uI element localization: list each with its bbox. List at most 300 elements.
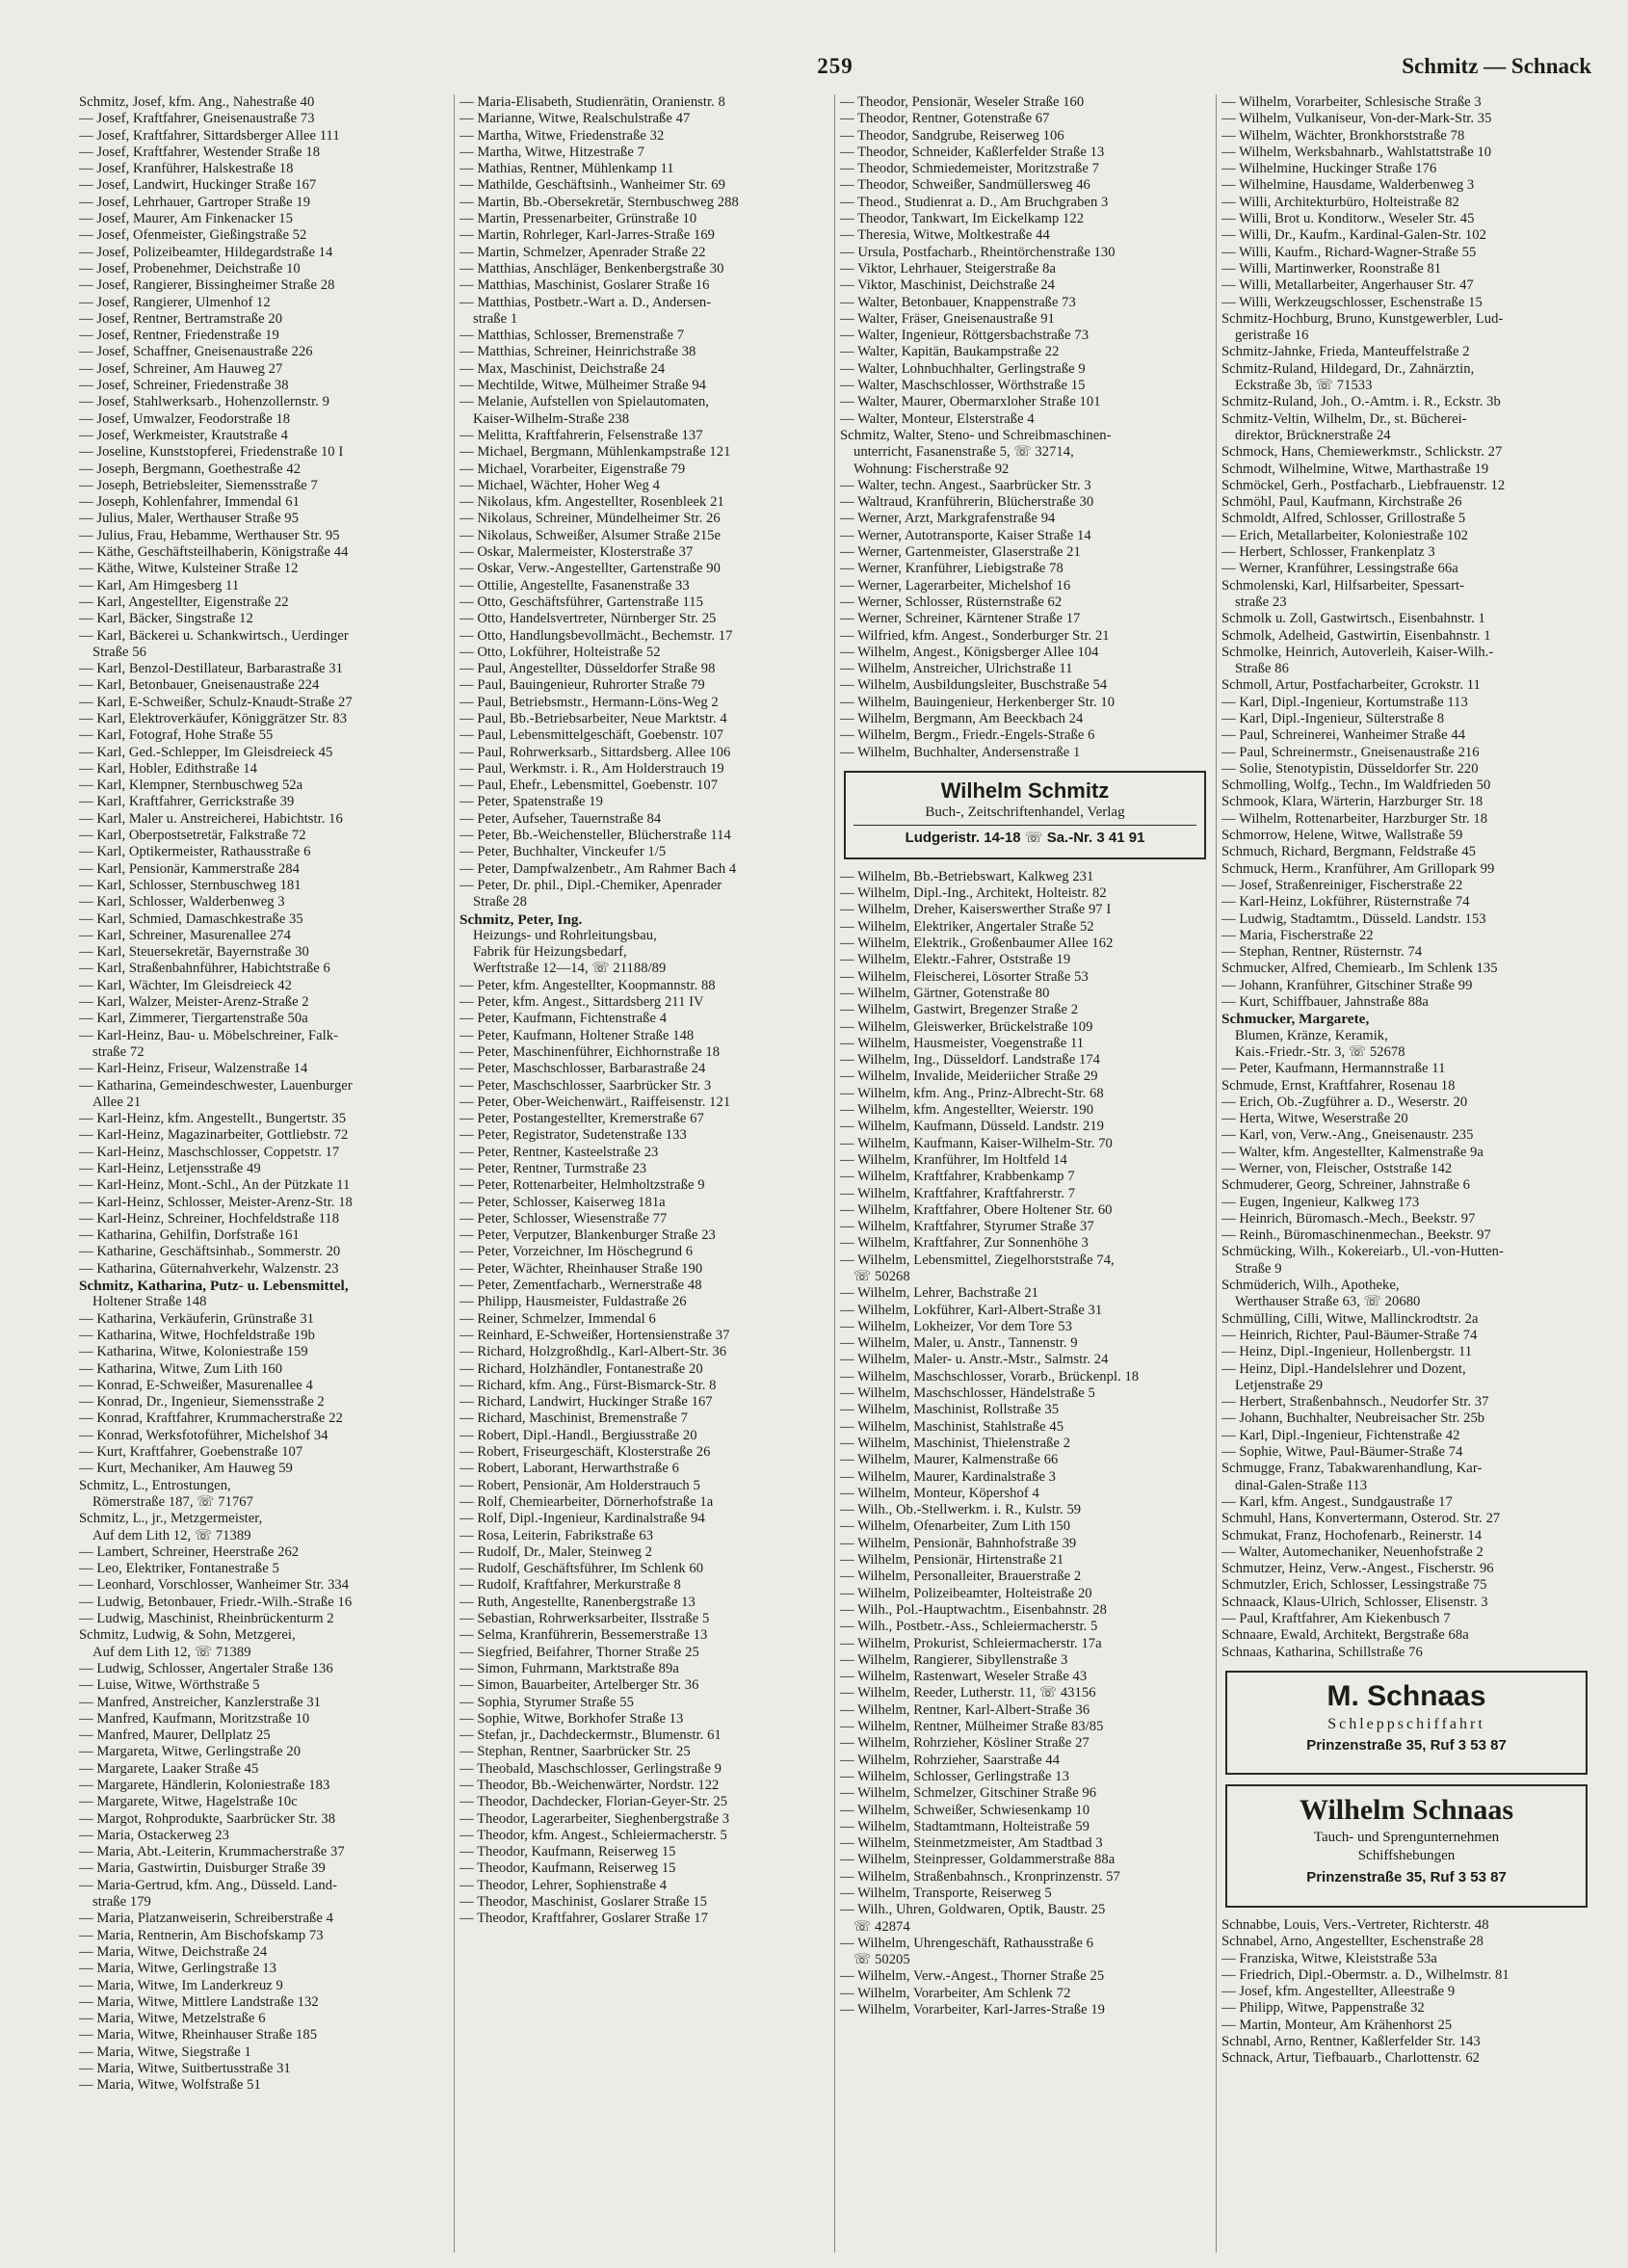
directory-entry: — Reinhard, E-Schweißer, Hortensienstraße 37 [460, 1327, 730, 1343]
directory-entry: Kaiser-Wilhelm-Straße 238 [473, 410, 630, 427]
directory-entry: — Maria-Elisabeth, Studienrätin, Oranienstr. 8 [460, 94, 725, 110]
directory-entry: — Karl-Heinz, Bau- u. Möbelschreiner, Falk- [79, 1027, 339, 1043]
directory-entry: — Werner, Autotransporte, Kaiser Straße 14 [840, 527, 1091, 543]
directory-entry: — Karl-Heinz, Magazinarbeiter, Gottliebstr. 72 [79, 1127, 349, 1144]
directory-entry: — Werner, Kranführer, Liebigstraße 78 [840, 561, 1063, 577]
directory-entry: Schmitz-Ruland, Hildegard, Dr., Zahnärztin, [1221, 360, 1475, 377]
directory-entry: — Mathias, Rentner, Mühlenkamp 11 [460, 161, 674, 177]
advertisement-m-schnaas [1225, 1671, 1588, 1775]
directory-entry: — Ludwig, Maschinist, Rheinbrückenturm 2 [79, 1611, 334, 1627]
directory-entry: — Theodor, Maschinist, Goslarer Straße 15 [460, 1894, 707, 1911]
directory-entry: — Josef, Stahlwerksarb., Hohenzollernstr. 9 [79, 394, 329, 410]
directory-entry: — Selma, Kranführerin, Bessemerstraße 13 [460, 1627, 708, 1644]
directory-entry: unterricht, Fasanenstraße 5, ☏ 32714, [853, 444, 1074, 461]
directory-entry: — Manfred, Anstreicher, Kanzlerstraße 31 [79, 1694, 322, 1710]
directory-entry: Schmitz, Josef, kfm. Ang., Nahestraße 40 [79, 94, 315, 110]
directory-entry: Schnaack, Klaus-Ulrich, Schlosser, Elisenstr. 3 [1221, 1594, 1488, 1610]
directory-entry: Schmöckel, Gerh., Postfacharb., Liebfrauenstr. 12 [1221, 477, 1506, 493]
directory-entry: — Wilhelm, Vorarbeiter, Am Schlenk 72 [840, 1985, 1071, 2001]
directory-entry: — Wilhelm, Werksbahnarb., Wahlstattstraße 10 [1221, 144, 1492, 160]
directory-entry: Schnabbe, Louis, Vers.-Vertreter, Richterstr. 48 [1221, 1916, 1489, 1933]
directory-entry: — Karl, Zimmerer, Tiergartenstraße 50a [79, 1011, 308, 1027]
directory-entry: — Robert, Pensionär, Am Holderstrauch 5 [460, 1477, 700, 1493]
directory-entry: Schmugge, Franz, Tabakwarenhandlung, Kar- [1221, 1461, 1483, 1477]
directory-entry: — Matthias, Schreiner, Heinrichstraße 38 [460, 344, 696, 360]
directory-entry: — Sophie, Witwe, Borkhofer Straße 13 [460, 1710, 684, 1727]
directory-entry: — Wilhelm, Dipl.-Ing., Architekt, Holteistr. 82 [840, 885, 1107, 902]
directory-entry: — Wilhelm, kfm. Angestellter, Weierstr. 190 [840, 1102, 1094, 1119]
directory-entry: — Sophia, Styrumer Straße 55 [460, 1694, 634, 1710]
directory-entry: — Karl, Optikermeister, Rathausstraße 6 [79, 844, 311, 860]
directory-entry: — Wilhelm, Verw.-Angest., Thorner Straße 25 [840, 1968, 1105, 1985]
directory-entry: Schmuck, Herm., Kranführer, Am Grillopark 99 [1221, 860, 1495, 877]
directory-entry: — Willi, Architekturbüro, Holteistraße 82 [1221, 194, 1459, 210]
directory-entry: — Walter, Monteur, Elsterstraße 4 [840, 410, 1035, 427]
page-number: 259 [817, 54, 853, 78]
directory-entry: Schmitz, Katharina, Putz- u. Lebensmittel, [79, 1278, 349, 1295]
directory-entry: Blumen, Kränze, Keramik, [1235, 1027, 1388, 1043]
directory-entry: — Wilhelm, Vorarbeiter, Karl-Jarres-Straße 19 [840, 2002, 1106, 2018]
directory-entry: — Karl, Fotograf, Hohe Straße 55 [79, 727, 274, 744]
directory-entry: — Ruth, Angestellte, Ranenbergstraße 13 [460, 1594, 696, 1610]
directory-entry: — Paul, Betriebsmstr., Hermann-Löns-Weg 2 [460, 694, 719, 710]
directory-entry: — Margot, Rohprodukte, Saarbrücker Str. 38 [79, 1810, 336, 1827]
directory-entry: Schmolling, Wolfg., Techn., Im Waldfrieden 50 [1221, 778, 1491, 794]
directory-entry: — Katharina, Witwe, Hochfeldstraße 19b [79, 1327, 316, 1343]
directory-entry: — Theodor, Tankwart, Im Eickelkamp 122 [840, 211, 1085, 227]
advertisement-wilhelm-schmitz [844, 771, 1206, 859]
directory-entry: — Karl, Bäckerei u. Schankwirtsch., Uerdinger [79, 627, 349, 644]
directory-entry: — Wilhelm, Vulkaniseur, Von-der-Mark-Str. 35 [1221, 111, 1492, 127]
directory-entry: — Erich, Ob.-Zugführer a. D., Weserstr. 20 [1221, 1094, 1468, 1110]
directory-entry: — Ludwig, Stadtamtm., Düsseld. Landstr. 153 [1221, 910, 1486, 927]
directory-entry: — Wilhelm, Ing., Düsseldorf. Landstraße 174 [840, 1052, 1101, 1068]
directory-entry: — Robert, Dipl.-Handl., Bergiusstraße 20 [460, 1427, 697, 1443]
directory-entry: — Peter, Verputzer, Blankenburger Straße 23 [460, 1227, 716, 1244]
directory-entry: — Karl, Dipl.-Ingenieur, Sülterstraße 8 [1221, 710, 1445, 726]
directory-entry: — Wilhelm, kfm. Ang., Prinz-Albrecht-Str. 68 [840, 1085, 1104, 1101]
directory-entry: — Maria, Fischerstraße 22 [1221, 927, 1374, 943]
directory-entry: — Wilhelm, Rohrzieher, Saarstraße 44 [840, 1752, 1061, 1768]
directory-entry: — Wilhelm, Kaufmann, Düsseld. Landstr. 219 [840, 1119, 1105, 1135]
directory-entry: — Theodor, Kaufmann, Reiserweg 15 [460, 1844, 676, 1860]
directory-entry: Schmülling, Cilli, Witwe, Mallinckrodtstr. 2a [1221, 1310, 1479, 1327]
directory-entry: Schmorrow, Helene, Witwe, Wallstraße 59 [1221, 828, 1463, 844]
directory-entry: — Theodor, Schmiedemeister, Moritzstraße 7 [840, 161, 1099, 177]
directory-entry: — Wilhelm, Kranführer, Im Holtfeld 14 [840, 1151, 1067, 1168]
directory-entry: — Franziska, Witwe, Kleiststraße 53a [1221, 1950, 1437, 1966]
directory-entry: — Peter, Dr. phil., Dipl.-Chemiker, Apenrader [460, 877, 722, 893]
directory-entry: Schmook, Klara, Wärterin, Harzburger Str. 18 [1221, 794, 1484, 810]
directory-entry: — Walter, techn. Angest., Saarbrücker Str. 3 [840, 477, 1091, 493]
directory-entry: — Viktor, Maschinist, Deichstraße 24 [840, 277, 1055, 294]
directory-entry: — Herta, Witwe, Weserstraße 20 [1221, 1111, 1408, 1127]
directory-entry: — Peter, Maschinenführer, Eichhornstraße 18 [460, 1043, 721, 1060]
directory-entry: — Konrad, Kraftfahrer, Krummacherstraße 22 [79, 1411, 343, 1427]
directory-entry: — Wilh., Postbetr.-Ass., Schleiermacherstr. 5 [840, 1619, 1098, 1635]
directory-entry: — Solie, Stenotypistin, Düsseldorfer Str. 220 [1221, 760, 1479, 777]
directory-entry: — Wilhelm, Elektrik., Großenbaumer Allee 162 [840, 936, 1114, 952]
directory-entry: — Wilhelm, Elektr.-Fahrer, Oststraße 19 [840, 952, 1071, 968]
directory-entry: — Martin, Pressenarbeiter, Grünstraße 10 [460, 211, 697, 227]
directory-entry: — Rosa, Leiterin, Fabrikstraße 63 [460, 1527, 654, 1543]
directory-entry: — Maria, Witwe, Mittlere Landstraße 132 [79, 1993, 319, 2010]
directory-entry: — Wilhelm, Gleiswerker, Brückelstraße 109 [840, 1018, 1093, 1035]
directory-entry: — Karl, Schreiner, Masurenallee 274 [79, 927, 291, 943]
directory-entry: — Peter, Rentner, Kasteelstraße 23 [460, 1144, 659, 1160]
directory-entry: — Josef, Schaffner, Gneisenaustraße 226 [79, 344, 313, 360]
directory-entry: — Wilhelm, Wächter, Bronkhorststraße 78 [1221, 127, 1465, 144]
directory-entry: ☏ 50268 [853, 1269, 910, 1284]
directory-entry: — Heinz, Dipl.-Ingenieur, Hollenbergstr. 11 [1221, 1344, 1473, 1360]
directory-entry: — Wilhelm, Ausbildungsleiter, Buschstraße 54 [840, 677, 1108, 694]
directory-entry: Schmodt, Wilhelmine, Witwe, Marthastraße 19 [1221, 461, 1489, 477]
directory-column-1 [79, 94, 449, 2253]
directory-entry: — Werner, Lagerarbeiter, Michelshof 16 [840, 577, 1071, 593]
directory-entry: — Wilhelm, Schlosser, Gerlingstraße 13 [840, 1768, 1069, 1784]
directory-entry: — Wilhelm, Maschinist, Stahlstraße 45 [840, 1418, 1064, 1435]
directory-entry: — Reinh., Büromaschinenmechan., Beekstr. 97 [1221, 1227, 1491, 1244]
directory-entry: — Karl, Wächter, Im Gleisdreieck 42 [79, 977, 292, 993]
directory-entry: — Nikolaus, Schweißer, Alsumer Straße 215e [460, 527, 722, 543]
directory-entry: — Paul, Bb.-Betriebsarbeiter, Neue Marktstr. 4 [460, 710, 727, 726]
directory-entry: — Wilhelm, Steinmetzmeister, Am Stadtbad 3 [840, 1835, 1103, 1852]
directory-entry: — Peter, Bb.-Weichensteller, Blücherstraße 114 [460, 828, 731, 844]
directory-entry: — Peter, Rentner, Turmstraße 23 [460, 1161, 647, 1176]
directory-entry: — Michael, Vorarbeiter, Eigenstraße 79 [460, 461, 686, 477]
directory-entry: — Josef, Kranführer, Halskestraße 18 [79, 161, 294, 177]
directory-entry: — Martin, Schmelzer, Apenrader Straße 22 [460, 244, 706, 260]
directory-entry: — Karl-Heinz, Friseur, Walzenstraße 14 [79, 1061, 308, 1077]
directory-entry: — Manfred, Kaufmann, Moritzstraße 10 [79, 1710, 310, 1727]
directory-entry: — Karl-Heinz, Schlosser, Meister-Arenz-Str. 18 [79, 1194, 353, 1210]
directory-entry: Werthauser Straße 63, ☏ 20680 [1235, 1294, 1421, 1310]
directory-entry: — Wilhelm, Maurer, Kardinalstraße 3 [840, 1468, 1057, 1485]
directory-entry: — Wilhelm, Uhrengeschäft, Rathausstraße 6 [840, 1935, 1093, 1951]
directory-entry: — Karl, kfm. Angest., Sundgaustraße 17 [1221, 1493, 1453, 1510]
directory-entry: — Marianne, Witwe, Realschulstraße 47 [460, 111, 691, 127]
directory-entry: — Karl, Benzol-Destillateur, Barbarastraße 31 [79, 661, 343, 677]
directory-entry: — Oskar, Verw.-Angestellter, Gartenstraße 90 [460, 561, 721, 577]
directory-entry: — Peter, Kaufmann, Holtener Straße 148 [460, 1027, 695, 1043]
directory-entry: Schmolke, Heinrich, Autoverleih, Kaiser-Wilh.- [1221, 644, 1494, 660]
directory-entry: — Luise, Witwe, Wörthstraße 5 [79, 1677, 260, 1694]
directory-entry: Schnabl, Arno, Rentner, Kaßlerfelder Str. 143 [1221, 2033, 1481, 2049]
directory-entry: — Walter, Automechaniker, Neuenhofstraße 2 [1221, 1543, 1484, 1560]
directory-entry: — Paul, Angestellter, Düsseldorfer Straße 98 [460, 661, 716, 677]
directory-entry: — Peter, Wächter, Rheinhauser Straße 190 [460, 1260, 703, 1277]
directory-entry: — Karl, von, Verw.-Ang., Gneisenaustr. 235 [1221, 1127, 1474, 1144]
directory-entry: Straße 86 [1235, 661, 1289, 677]
directory-entry: Schmitz, L., Entrostungen, [79, 1477, 231, 1493]
directory-entry: — Wilhelm, Pensionär, Bahnhofstraße 39 [840, 1535, 1077, 1551]
directory-entry: — Wilhelm, Polizeibeamter, Holteistraße 20 [840, 1585, 1092, 1601]
directory-entry: — Sophie, Witwe, Paul-Bäumer-Straße 74 [1221, 1444, 1463, 1461]
directory-entry: — Willi, Dr., Kaufm., Kardinal-Galen-Str. 102 [1221, 227, 1486, 244]
directory-entry: — Stefan, jr., Dachdeckermstr., Blumenstr. 61 [460, 1727, 722, 1744]
directory-entry: — Karl, Kraftfahrer, Gerrickstraße 39 [79, 794, 295, 810]
directory-entry: — Wilhelm, Invalide, Meideriicher Straße 29 [840, 1068, 1098, 1085]
ad-subtitle: Schleppschiffahrt [1327, 1715, 1485, 1732]
directory-entry: — Paul, Werkmstr. i. R., Am Holderstrauch 19 [460, 760, 724, 777]
column-divider [454, 94, 455, 2253]
directory-entry: — Josef, Lehrhauer, Gartroper Straße 19 [79, 194, 311, 210]
directory-entry: — Wilhelm, Maschschlosser, Vorarb., Brückenpl. 18 [840, 1368, 1140, 1385]
directory-entry: — Peter, Vorzeichner, Im Höschegrund 6 [460, 1244, 694, 1260]
directory-entry: — Werner, Schlosser, Rüsternstraße 62 [840, 593, 1063, 610]
directory-entry: Schnaare, Ewald, Architekt, Bergstraße 68a [1221, 1627, 1469, 1644]
page-header [79, 54, 1591, 89]
directory-entry: — Sebastian, Rohrwerksarbeiter, Ilsstraße 5 [460, 1611, 710, 1627]
directory-entry: — Johann, Kranführer, Gitschiner Straße 99 [1221, 977, 1473, 993]
directory-entry: — Theodor, Lehrer, Sophienstraße 4 [460, 1877, 668, 1893]
directory-entry: — Wilhelm, Fleischerei, Lösorter Straße 53 [840, 968, 1089, 985]
directory-entry: — Werner, Gartenmeister, Glaserstraße 21 [840, 544, 1081, 561]
directory-entry: — Joseline, Kunststopferei, Friedenstraße 10 I [79, 444, 344, 461]
directory-entry: — Maria, Abt.-Leiterin, Krummacherstraße 37 [79, 1844, 345, 1860]
directory-entry: — Karl, Klempner, Sternbuschweg 52a [79, 778, 303, 794]
directory-entry: — Werner, Schreiner, Kärntener Straße 17 [840, 611, 1081, 627]
directory-entry: — Theodor, Schneider, Kaßlerfelder Straße 13 [840, 144, 1105, 160]
directory-entry: — Matthias, Schlosser, Bremenstraße 7 [460, 328, 685, 344]
directory-entry: — Heinrich, Büromasch.-Mech., Beekstr. 97 [1221, 1210, 1476, 1226]
directory-entry: straße 1 [473, 310, 518, 327]
directory-entry: — Maria, Platzanweiserin, Schreiberstraße 4 [79, 1911, 333, 1927]
directory-entry: — Wilhelm, Anstreicher, Ulrichstraße 11 [840, 661, 1073, 677]
directory-entry: — Peter, Zementfacharb., Wernerstraße 48 [460, 1278, 702, 1294]
directory-entry: Schnack, Artur, Tiefbauarb., Charlottenstr. 62 [1221, 2050, 1481, 2067]
directory-entry: Auf dem Lith 12, ☏ 71389 [92, 1644, 251, 1660]
directory-entry: — Karl, Schlosser, Sternbuschweg 181 [79, 877, 302, 893]
directory-entry: straße 23 [1235, 593, 1287, 610]
directory-entry: — Josef, Rangierer, Ulmenhof 12 [79, 294, 271, 310]
directory-entry: — Wilhelm, Lebensmittel, Ziegelhorststraße 74, [840, 1252, 1115, 1268]
directory-entry: ☏ 50205 [853, 1952, 910, 1968]
directory-entry: Schmitz, Walter, Steno- und Schreibmaschinen- [840, 427, 1112, 443]
directory-entry: — Wilhelm, Kraftfahrer, Styrumer Straße 37 [840, 1219, 1094, 1235]
directory-entry: — Martin, Monteur, Am Krähenhorst 25 [1221, 2017, 1453, 2033]
directory-entry: — Katharina, Güternahverkehr, Walzenstr. 23 [79, 1260, 339, 1277]
directory-entry: — Paul, Rohrwerksarb., Sittardsberg. Allee 106 [460, 744, 731, 760]
directory-entry: — Herbert, Straßenbahnsch., Neudorfer Str. 37 [1221, 1394, 1489, 1411]
directory-entry: — Katharina, Gehilfin, Dorfstraße 161 [79, 1227, 300, 1244]
directory-entry: — Karl-Heinz, Letjensstraße 49 [79, 1161, 261, 1176]
ad-subtitle: Schiffshebungen [1357, 1847, 1456, 1863]
directory-entry: — Katharina, Verkäuferin, Grünstraße 31 [79, 1310, 315, 1327]
directory-entry: — Wilhelm, Personalleiter, Brauerstraße 2 [840, 1569, 1082, 1585]
directory-entry: — Michael, Wächter, Hoher Weg 4 [460, 477, 660, 493]
directory-entry: — Oskar, Malermeister, Klosterstraße 37 [460, 544, 694, 561]
directory-entry: straße 72 [92, 1043, 144, 1060]
directory-entry: — Wilhelm, Rottenarbeiter, Harzburger Str. 18 [1221, 810, 1488, 827]
directory-entry: — Richard, kfm. Ang., Fürst-Bismarck-Str. 8 [460, 1377, 717, 1393]
directory-entry: — Wilhelm, Bauingenieur, Herkenberger Str. 10 [840, 694, 1116, 710]
ad-subtitle: Tauch- und Sprengunternehmen [1313, 1829, 1500, 1845]
directory-entry: — Kurt, Mechaniker, Am Hauweg 59 [79, 1461, 293, 1477]
directory-entry: — Karl, E-Schweißer, Schulz-Knaudt-Straße 27 [79, 694, 353, 710]
directory-entry: — Melanie, Aufstellen von Spielautomaten, [460, 394, 710, 410]
directory-entry: geristraße 16 [1235, 328, 1309, 344]
directory-entry: — Konrad, Werksfotoführer, Michelshof 34 [79, 1427, 328, 1443]
directory-entry: — Josef, Ofenmeister, Gießingstraße 52 [79, 227, 307, 244]
directory-entry: — Karl, Walzer, Meister-Arenz-Straße 2 [79, 994, 309, 1011]
directory-entry: — Ursula, Postfacharb., Rheintörchenstraße 130 [840, 244, 1116, 260]
directory-entry: — Wilhelm, Kraftfahrer, Zur Sonnenhöhe 3 [840, 1235, 1089, 1252]
directory-entry: Schmitz-Ruland, Joh., O.-Amtm. i. R., Eckstr. 3b [1221, 394, 1501, 410]
directory-entry: — Josef, kfm. Angestellter, Alleestraße 9 [1221, 1984, 1456, 2000]
ad-title: Wilhelm Schnaas [1300, 1793, 1513, 1826]
directory-entry: — Maria, Witwe, Im Landerkreuz 9 [79, 1977, 283, 1993]
running-head: Schmitz — Schnack [1402, 54, 1591, 78]
directory-entry: — Theodor, Lagerarbeiter, Sieghenbergstraße 3 [460, 1810, 730, 1827]
directory-entry: — Theodor, Kraftfahrer, Goslarer Straße 17 [460, 1911, 708, 1927]
directory-entry: — Manfred, Maurer, Dellplatz 25 [79, 1727, 271, 1744]
directory-entry: — Theodor, Pensionär, Weseler Straße 160 [840, 94, 1085, 110]
directory-entry: Auf dem Lith 12, ☏ 71389 [92, 1527, 251, 1543]
directory-entry: Straße 56 [92, 644, 146, 660]
directory-entry: — Karl, Steuersekretär, Bayernstraße 30 [79, 944, 309, 961]
directory-entry: — Melitta, Kraftfahrerin, Felsenstraße 137 [460, 427, 703, 443]
directory-entry: — Richard, Holzhändler, Fontanestraße 20 [460, 1360, 703, 1377]
directory-entry: Schmolk u. Zoll, Gastwirtsch., Eisenbahnstr. 1 [1221, 611, 1485, 627]
directory-entry: — Karl, Betonbauer, Gneisenaustraße 224 [79, 677, 320, 694]
directory-entry: — Margarete, Laaker Straße 45 [79, 1760, 259, 1777]
directory-entry: — Rudolf, Kraftfahrer, Merkurstraße 8 [460, 1577, 681, 1594]
directory-entry: — Käthe, Witwe, Kulsteiner Straße 12 [79, 561, 299, 577]
directory-entry: — Peter, Schlosser, Kaiserweg 181a [460, 1194, 666, 1210]
directory-entry: Kais.-Friedr.-Str. 3, ☏ 52678 [1235, 1043, 1405, 1060]
directory-entry: — Peter, Dampfwalzenbetr., Am Rahmer Bach 4 [460, 860, 737, 877]
directory-entry: — Wilhelm, Dreher, Kaiserswerther Straße 97 I [840, 902, 1112, 918]
column-divider [834, 94, 835, 2253]
directory-entry: — Simon, Bauarbeiter, Artelberger Str. 36 [460, 1677, 699, 1694]
directory-entry: — Theod., Studienrat a. D., Am Bruchgraben 3 [840, 194, 1109, 210]
directory-entry: — Karl, Pensionär, Kammerstraße 284 [79, 860, 300, 877]
directory-entry: Schmukat, Franz, Hochofenarb., Reinerstr. 14 [1221, 1527, 1483, 1543]
directory-entry: — Richard, Maschinist, Bremenstraße 7 [460, 1411, 688, 1427]
directory-entry: — Konrad, Dr., Ingenieur, Siemensstraße 2 [79, 1394, 325, 1411]
directory-entry: — Theodor, Rentner, Gotenstraße 67 [840, 111, 1050, 127]
directory-entry: Römerstraße 187, ☏ 71767 [92, 1493, 253, 1510]
directory-entry: — Peter, Buchhalter, Vinckeufer 1/5 [460, 844, 667, 860]
directory-entry: Schmutzler, Erich, Schlosser, Lessingstraße 75 [1221, 1577, 1487, 1594]
directory-entry: — Wilhelm, Schmelzer, Gitschiner Straße 96 [840, 1785, 1097, 1802]
directory-entry: — Richard, Holzgroßhdlg., Karl-Albert-Str. 36 [460, 1344, 727, 1360]
directory-entry: — Wilhelm, Buchhalter, Andersenstraße 1 [840, 744, 1081, 760]
directory-entry: — Heinrich, Richter, Paul-Bäumer-Straße 74 [1221, 1327, 1478, 1343]
directory-entry: Schmuderer, Georg, Schreiner, Jahnstraße 6 [1221, 1177, 1470, 1194]
directory-entry: — Wilhelm, Bergm., Friedr.-Engels-Straße 6 [840, 727, 1095, 744]
directory-entry: — Otto, Handelsvertreter, Nürnberger Str. 25 [460, 611, 717, 627]
directory-entry: dinal-Galen-Straße 113 [1235, 1477, 1368, 1493]
directory-entry: — Friedrich, Dipl.-Obermstr. a. D., Wilhelmstr. 81 [1221, 1966, 1510, 1983]
directory-entry: — Paul, Kraftfahrer, Am Kiekenbusch 7 [1221, 1611, 1451, 1627]
directory-entry: — Wilhelm, Steinpresser, Goldammerstraße 88a [840, 1852, 1116, 1868]
directory-entry: — Paul, Bauingenieur, Ruhrorter Straße 79 [460, 677, 705, 694]
ad-subtitle: Buch-, Zeitschriftenhandel, Verlag [925, 804, 1125, 820]
directory-entry: — Max, Maschinist, Deichstraße 24 [460, 360, 666, 377]
directory-entry: — Theodor, kfm. Angest., Schleiermacherstr. 5 [460, 1827, 727, 1843]
directory-entry: — Karl, Hobler, Edithstraße 14 [79, 760, 257, 777]
directory-entry: — Wilhelm, Transporte, Reiserweg 5 [840, 1885, 1052, 1901]
directory-entry: Schmitz-Hochburg, Bruno, Kunstgewerbler, Lud- [1221, 310, 1504, 327]
directory-entry: Schmüderich, Wilh., Apotheke, [1221, 1278, 1400, 1294]
directory-entry: — Josef, Polizeibeamter, Hildegardstraße 14 [79, 244, 333, 260]
directory-entry: — Peter, Aufseher, Tauernstraße 84 [460, 810, 662, 827]
directory-entry: — Karl, Schmied, Damaschkestraße 35 [79, 910, 303, 927]
directory-entry: — Josef, Kraftfahrer, Westender Straße 18 [79, 144, 321, 160]
directory-entry: — Peter, Schlosser, Wiesenstraße 77 [460, 1210, 668, 1226]
directory-entry: — Reiner, Schmelzer, Immendal 6 [460, 1310, 656, 1327]
directory-entry: Schmoll, Artur, Postfacharbeiter, Gcrokstr. 11 [1221, 677, 1481, 694]
directory-entry: — Willi, Brot u. Konditorw., Weseler Str. 45 [1221, 211, 1475, 227]
directory-entry: Schmitz, L., jr., Metzgermeister, [79, 1511, 263, 1527]
directory-entry: Letjenstraße 29 [1235, 1377, 1324, 1393]
directory-entry: Schmolenski, Karl, Hilfsarbeiter, Spessart- [1221, 577, 1465, 593]
directory-entry: — Wilh., Pol.-Hauptwachtm., Eisenbahnstr. 28 [840, 1601, 1107, 1618]
directory-entry: — Josef, Werkmeister, Krautstraße 4 [79, 427, 288, 443]
directory-entry: — Otto, Geschäftsführer, Gartenstraße 115 [460, 593, 703, 610]
directory-entry: Schmuch, Richard, Bergmann, Feldstraße 45 [1221, 844, 1477, 860]
directory-entry: — Margarete, Witwe, Hagelstraße 10c [79, 1794, 298, 1810]
directory-entry: — Peter, Postangestellter, Kremerstraße 67 [460, 1111, 704, 1127]
directory-entry: — Wilhelm, Maschinist, Thielenstraße 2 [840, 1435, 1071, 1451]
directory-entry: — Simon, Fuhrmann, Marktstraße 89a [460, 1660, 679, 1676]
directory-entry: — Wilhelm, Straßenbahnsch., Kronprinzenstr. 57 [840, 1868, 1120, 1885]
directory-entry: — Johann, Buchhalter, Neubreisacher Str. 25b [1221, 1411, 1485, 1427]
advertisement-wilhelm-schnaas [1225, 1784, 1588, 1908]
directory-entry: — Josef, Rentner, Friedenstraße 19 [79, 328, 279, 344]
ad-address: Prinzenstraße 35, Ruf 3 53 87 [1306, 1868, 1507, 1886]
directory-entry: — Karl, Maler u. Anstreicherei, Habichtstr. 16 [79, 810, 343, 827]
directory-entry: — Josef, Umwalzer, Feodorstraße 18 [79, 410, 291, 427]
directory-entry: — Herbert, Schlosser, Frankenplatz 3 [1221, 544, 1435, 561]
directory-entry: — Maria, Witwe, Rheinhauser Straße 185 [79, 2027, 318, 2044]
directory-entry: Schmolk, Adelheid, Gastwirtin, Eisenbahnstr. 1 [1221, 627, 1491, 644]
directory-entry: — Walter, Betonbauer, Knappenstraße 73 [840, 294, 1076, 310]
directory-entry: Werftstraße 12—14, ☏ 21188/89 [473, 961, 667, 977]
directory-entry: — Wilhelm, Lehrer, Bachstraße 21 [840, 1285, 1039, 1302]
directory-entry: — Peter, Kaufmann, Fichtenstraße 4 [460, 1011, 668, 1027]
directory-entry: — Martha, Witwe, Friedenstraße 32 [460, 127, 665, 144]
directory-entry: — Theodor, Sandgrube, Reiserweg 106 [840, 127, 1064, 144]
directory-entry: — Wilhelm, Maurer, Kalmenstraße 66 [840, 1452, 1059, 1468]
directory-entry: — Wilhelmine, Hausdame, Walderbenweg 3 [1221, 177, 1475, 194]
directory-entry: — Walter, Maschschlosser, Wörthstraße 15 [840, 378, 1086, 394]
directory-entry: Schmucker, Margarete, [1221, 1011, 1370, 1028]
directory-entry: direktor, Brücknerstraße 24 [1235, 427, 1391, 443]
directory-entry: Schnaas, Katharina, Schillstraße 76 [1221, 1644, 1423, 1660]
ad-title: Wilhelm Schmitz [940, 778, 1110, 803]
directory-entry: — Maria, Witwe, Suitbertusstraße 31 [79, 2061, 291, 2077]
directory-entry: — Paul, Schreinerei, Wanheimer Straße 44 [1221, 727, 1466, 744]
directory-entry: — Wilhelm, Maler, u. Anstr., Tannenstr. 9 [840, 1335, 1078, 1352]
directory-entry: — Josef, Kraftfahrer, Gneisenaustraße 73 [79, 111, 315, 127]
ad-title: M. Schnaas [1326, 1679, 1486, 1712]
directory-entry: — Matthias, Anschläger, Benkenbergstraße 30 [460, 260, 724, 277]
directory-entry: Eckstraße 3b, ☏ 71533 [1235, 378, 1373, 394]
directory-entry: — Nikolaus, kfm. Angestellter, Rosenbleek 21 [460, 494, 724, 511]
directory-entry: — Wilh., Ob.-Stellwerkm. i. R., Kulstr. 59 [840, 1502, 1082, 1518]
directory-entry: — Leo, Elektriker, Fontanestraße 5 [79, 1561, 279, 1577]
directory-entry: — Otto, Handlungsbevollmächt., Bechemstr. 17 [460, 627, 733, 644]
directory-entry: — Rolf, Dipl.-Ingenieur, Kardinalstraße 94 [460, 1511, 705, 1527]
directory-entry: — Maria, Witwe, Deichstraße 24 [79, 1943, 268, 1960]
directory-entry: — Peter, Ober-Weichenwärt., Raiffeisenstr. 121 [460, 1094, 731, 1110]
ad-address: Prinzenstraße 35, Ruf 3 53 87 [1306, 1736, 1507, 1754]
directory-entry: — Walter, Fräser, Gneisenaustraße 91 [840, 310, 1055, 327]
directory-entry: — Wilhelm, Kraftfahrer, Krabbenkamp 7 [840, 1169, 1075, 1185]
